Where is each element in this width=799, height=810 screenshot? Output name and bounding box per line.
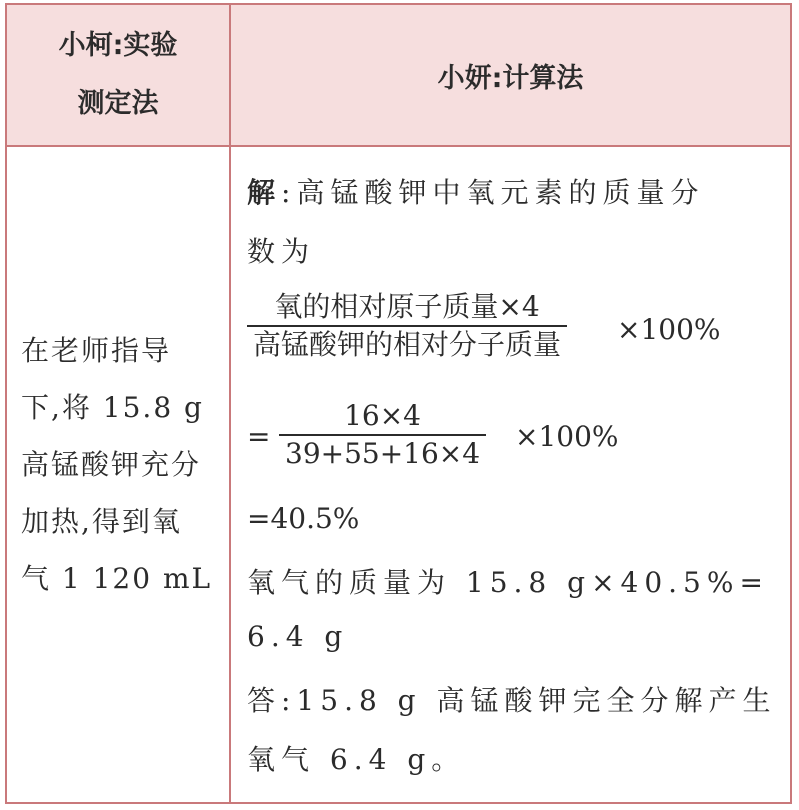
header-experimental-method (7, 5, 229, 145)
oxygen-mass-line: 氧气的质量为 15.8 g×40.5%= (247, 566, 769, 599)
experiment-line: 气 1 120 mL (21, 562, 213, 595)
oxygen-mass-result: 6.4 g (247, 620, 349, 653)
fraction-numerator: 氧的相对原子质量×4 (274, 290, 540, 323)
fraction-denominator: 高锰酸钾的相对分子质量 (253, 328, 562, 361)
header-left-line2: 测定法 (77, 88, 159, 119)
experiment-line: 加热,得到氧 (21, 505, 182, 538)
solve-label: 解 (247, 176, 282, 209)
solution-intro-cont: 数为 (247, 235, 316, 268)
experiment-description (21, 322, 221, 607)
result-percentage: =40.5% (247, 502, 360, 535)
comparison-table (5, 3, 792, 804)
fraction-numerator: 16×4 (344, 399, 421, 432)
solve-text: :高锰酸钾中氧元素的质量分 (281, 176, 705, 209)
experiment-line: 下,将 15.8 g (21, 391, 204, 424)
answer-line: 答:15.8 g 高锰酸钾完全分解产生 (247, 684, 777, 717)
equals-sign: = (247, 420, 271, 453)
header-left-line1: 小柯:实验 (58, 30, 178, 61)
fraction-formula (247, 289, 567, 363)
fraction-numeric (279, 398, 486, 472)
experiment-line: 在老师指导 (21, 334, 172, 367)
answer-cont: 氧气 6.4 g。 (247, 743, 466, 776)
experiment-line: 高锰酸钾充分 (21, 448, 202, 481)
fraction-suffix: ×100% (617, 313, 721, 346)
fraction-suffix: ×100% (515, 420, 619, 453)
solution-intro (247, 171, 704, 211)
fraction-denominator: 39+55+16×4 (285, 437, 481, 470)
header-calculation-method: 小妍:计算法 (437, 62, 584, 94)
